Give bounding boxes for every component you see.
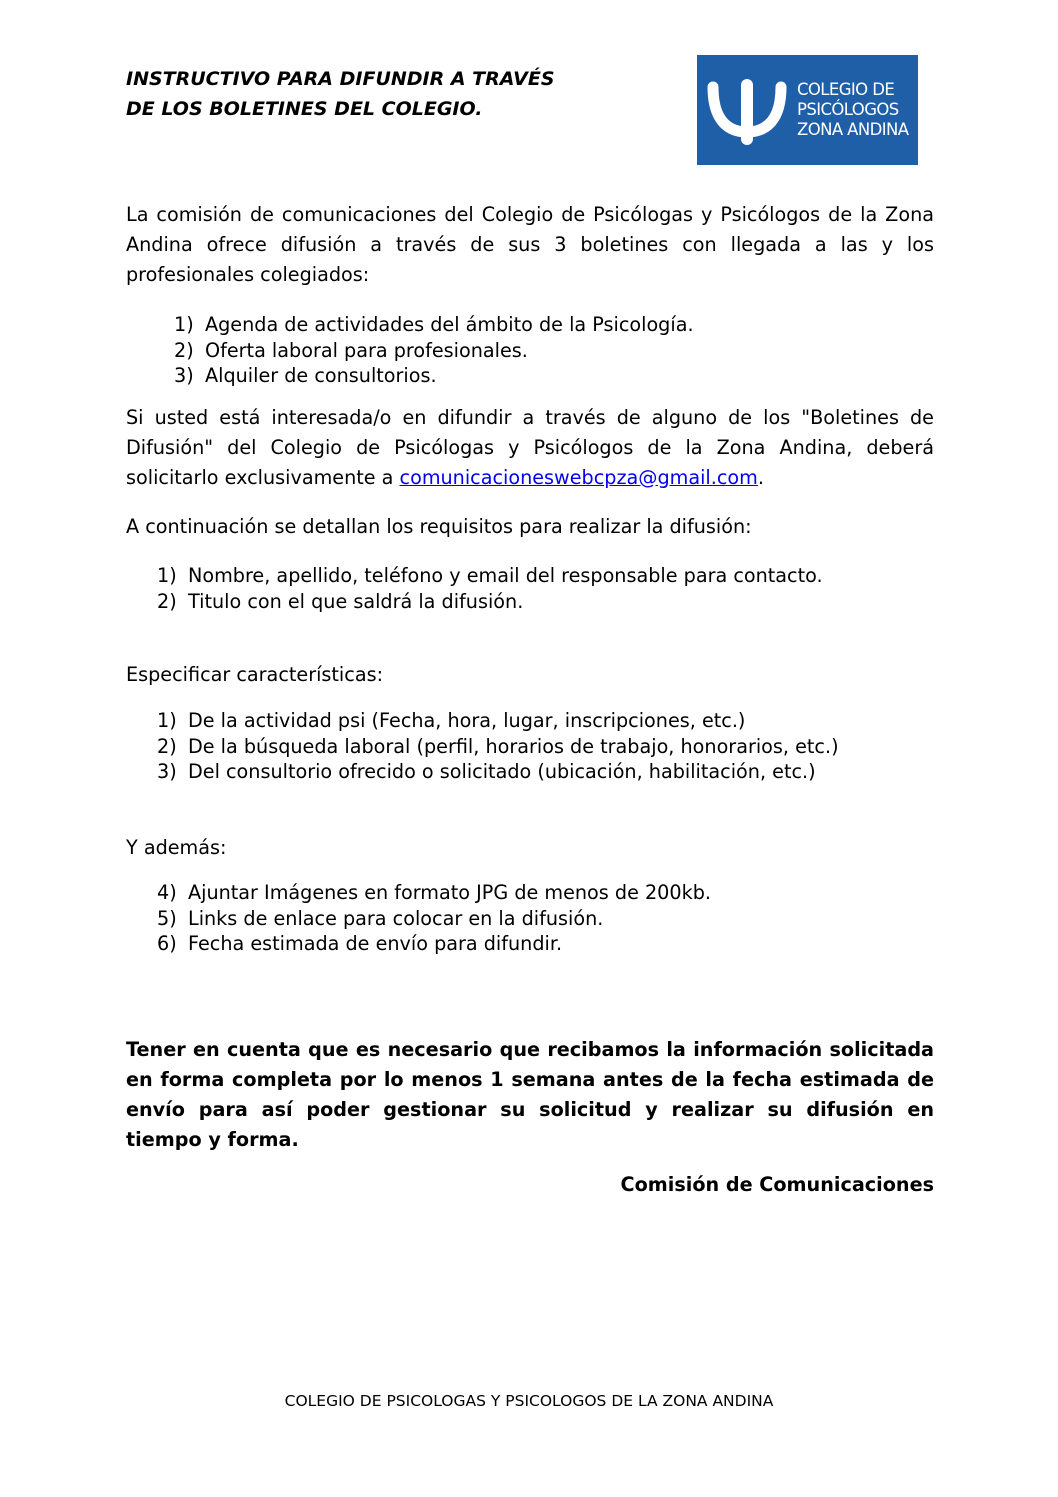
intro-paragraph: La comisión de comunicaciones del Colegio de Psicólogas y Psicólogos de la Zona Andina ofrece difusión a través de sus 3 boletines con llegada a las y los profesionales colegiados:: [126, 203, 934, 286]
logo-line-2: PSICÓLOGOS: [797, 100, 899, 119]
also-intro: Y además:: [126, 836, 227, 859]
characteristics-intro: Especificar características:: [126, 663, 384, 686]
college-logo: [697, 55, 918, 165]
requirements-intro: A continuación se detallan los requisitos para realizar la difusión:: [126, 515, 752, 538]
list-item: 2) De la búsqueda laboral (perfil, horarios de trabajo, honorarios, etc.): [157, 734, 839, 758]
page-footer: COLEGIO DE PSICOLOGAS Y PSICOLOGOS DE LA ZONA ANDINA: [284, 1392, 774, 1410]
characteristics-list: [157, 708, 839, 785]
list-item: 1) De la actividad psi (Fecha, hora, lugar, inscripciones, etc.): [157, 709, 746, 732]
list-item: 5) Links de enlace para colocar en la difusión.: [157, 906, 604, 930]
list-item: 6) Fecha estimada de envío para difundir.: [157, 932, 563, 955]
list-item: 1) Nombre, apellido, teléfono y email del responsable para contacto.: [157, 564, 823, 587]
email-link[interactable]: comunicacioneswebcpza@gmail.com: [399, 466, 758, 489]
signature: Comisión de Comunicaciones: [620, 1173, 934, 1196]
list-item: 4) Ajuntar Imágenes en formato JPG de menos de 200kb.: [157, 881, 711, 904]
also-list: [157, 880, 711, 957]
list-item: 3) Alquiler de consultorios.: [174, 364, 437, 387]
logo-line-3: ZONA ANDINA: [797, 120, 909, 139]
page-title: [126, 64, 666, 124]
bulletins-list: [174, 312, 694, 389]
psi-icon: [705, 77, 789, 147]
logo-text: [797, 80, 908, 140]
requirements-list: [157, 563, 823, 614]
list-item: 1) Agenda de actividades del ámbito de la Psicología.: [174, 313, 694, 336]
title-line-1: INSTRUCTIVO PARA DIFUNDIR A TRAVÉS: [126, 68, 555, 90]
important-note: Tener en cuenta que es necesario que recibamos la información solicitada en forma completa por lo menos 1 semana antes de la fecha estimada de envío para así poder gestionar su solicitud y realizar su difusión en tiempo y forma.: [126, 1038, 934, 1151]
title-line-2: DE LOS BOLETINES DEL COLEGIO.: [126, 98, 483, 120]
interest-paragraph: Si usted está interesada/o en difundir a través de alguno de los "Boletines de Difusión" del Colegio de Psicólogas y Psicólogos de la Zona Andina, deberá solicitarlo exclusivamente a comunicacioneswebcpza@gmail.com.: [126, 406, 934, 489]
list-item: 2) Titulo con el que saldrá la difusión.: [157, 589, 524, 613]
logo-line-1: COLEGIO DE: [797, 80, 895, 99]
list-item: 3) Del consultorio ofrecido o solicitado (ubicación, habilitación, etc.): [157, 760, 816, 783]
list-item: 2) Oferta laboral para profesionales.: [174, 338, 528, 362]
